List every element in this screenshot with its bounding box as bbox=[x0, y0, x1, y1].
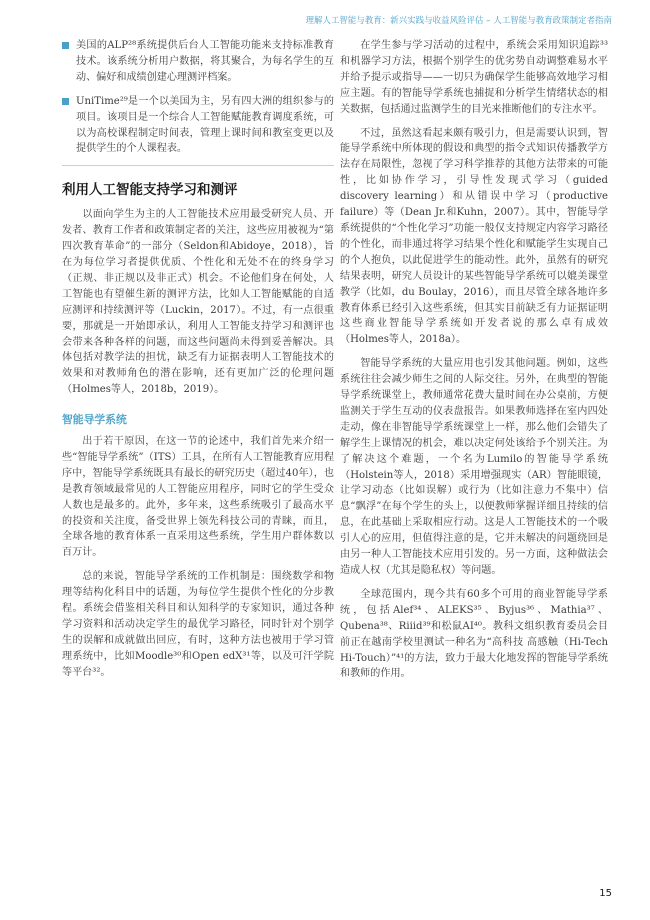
section-divider bbox=[62, 165, 334, 166]
right-column bbox=[340, 38, 608, 690]
bullet-unitime bbox=[62, 94, 334, 158]
subsection-title: 智能导学系统 bbox=[62, 413, 127, 427]
running-header: 理解人工智能与教育：新兴实践与收益风险评估 – 人工智能与教育政策制定者指南 bbox=[305, 15, 612, 25]
paragraph: 全球范围内，现今共有60多个可用的商业智能导学系统，包括Alef³⁴、ALEKS³⁵、Byjus³⁶、Mathia³⁷、Qubena³⁸、Riiid³⁹和松鼠AI⁴⁰。教科文组织教育委员会目前正在越南学校里测试一种名为“高科技 高感触（Hi-Tech Hi-Touch）”⁴¹的方法，致力于最大化地发挥的智能导学系统和教师的作用。 bbox=[340, 588, 608, 680]
bullet-unitime-text: UniTime²⁹是一个以美国为主，另有四大洲的组织参与的项目。该项目是一个综合人工智能赋能教育调度系统，可以为高校课程制定时间表，管理上课时间和教室变更以及提供学生的个人课程表。 bbox=[76, 95, 334, 155]
bullet-square-icon bbox=[62, 42, 69, 49]
paragraph: 不过，虽然这看起来颇有吸引力，但是需要认识到，智能导学系统中所体现的假设和典型的指令式知识传播教学方法存在局限性，忽视了学习科学推荐的其他方法带来的可能性，比如协作学习，引导性发现式学习（guided discovery learning）和从错误中学习（productive failure）等（Dean Jr.和Kuhn，2007）。其中，智能导学系统提供的“个性化学习”功能一般仅支持规定内容学习路径的个性化，而非通过将学习结果个性化和赋能学生实现自己的个人抱负，以此促进学生的能动性。此外，虽然有的研究结果表明，研究人员设计的某些智能导学系统可以媲美课堂教学（比如，du Boulay，2016），而且尽管全球各地许多教育体系已经引入这些系统，但其实目前缺乏有力证据证明这些商业智能导学系统如开发者说的那么卓有成效（Holmes等人，2018a）。 bbox=[340, 127, 608, 346]
paragraph: 出于若干原因，在这一节的论述中，我们首先来介绍一些“智能导学系统”（ITS）工具，在所有人工智能教育应用程序中，智能导学系统既具有最长的研究历史（超过40年），也是教育领域最常见的人工智能应用程序，同时它的学生受众人数也是最多的。此外，多年来，这些系统吸引了最高水平的投资和关注度，备受世界上领先科技公司的青睐，而且，全球各地的教育体系一直采用这些系统，学生用户群体数以百万计。 bbox=[62, 436, 334, 559]
paragraph: 总的来说，智能导学系统的工作机制是：围绕数学和物理等结构化科目中的话题，为每位学生提供个性化的分步教程。系统会借鉴相关科目和认知科学的专家知识，通过各种学习资料和活动决定学生的最优学习路径，同时针对个别学生的误解和成就做出回应，有时，这种方法也被用于学习管理系统中，比如Moodle³⁰和Open edX³¹等，以及可汗学院等平台³²。 bbox=[62, 571, 334, 678]
section-title: 利用人工智能支持学习和测评 bbox=[62, 182, 238, 199]
bullet-alp-text: 美国的ALP²⁸系统提供后台人工智能功能来支持标准教育技术。该系统分析用户数据，将其聚合，为每名学生的互动、偏好和成绩创建心理测评档案。 bbox=[76, 40, 334, 83]
page-number: 15 bbox=[599, 888, 612, 899]
paragraph: 智能导学系统的大量应用也引发其他问题。例如，这些系统往往会减少师生之间的人际交往。另外，在典型的智能导学系统课堂上，教师通常花费大量时间在办公桌前，方便监测关于学生互动的仪表盘报告。如果教师选择在室内四处走动，像在非智能导学系统课堂上一样，那么他们会错失了解学生上课情况的机会，难以决定何处该给予个别关注。为了解决这个难题，一个名为Lumilo的智能导学系统（Holstein等人，2018）采用增强现实（AR）智能眼镜，让学习动态（比如误解）或行为（比如注意力不集中）信息“飘浮”在每个学生的头上，以便教师掌握详细且持续的信息，在此基础上采取相应行动。这是人工智能技术的一个吸引人心的应用，但值得注意的是，它并未解决的问题绕回是由另一种人工智能技术应用引发的。另一方面，这种做法会造成人权（尤其是隐私权）等问题。 bbox=[340, 358, 608, 576]
bullet-alp bbox=[62, 38, 334, 86]
paragraph: 以面向学生为主的人工智能技术应用最受研究人员、开发者、教育工作者和政策制定者的关注，这些应用被视为“第四次教育革命”的一部分（Seldon和Abidoye，2018），旨在为每位学习者提供优质、个性化和无处不在的终身学习（正规、非正规以及非正式）机会。不论他们身在何处，人工智能也有望催生新的测评方法，比如人工智能赋能的自适应测评和持续测评等（Luckin，2017）。不过，有一点很重要，那就是一开始即承认，利用人工智能支持学习和测评也会带来各种各样的问题，而这些问题尚未得到妥善解决。具体包括对教学法的担忧，缺乏有力证据表明人工智能技术的效果和对教师角色的潜在影响，还有更加广泛的伦理问题（Holmes等人，2018b，2019）。 bbox=[62, 209, 334, 396]
left-column bbox=[62, 38, 334, 689]
paragraph: 在学生参与学习活动的过程中，系统会采用知识追踪³³和机器学习方法，根据个别学生的优劣势自动调整难易水平并给予提示或指导——一切只为确保学生能够高效地学习相应主题。有的智能导学系统也捕捉和分析学生情绪状态的相关数据，包括通过监测学生的目光来推断他们的专注水平。 bbox=[340, 40, 608, 115]
bullet-square-icon bbox=[62, 98, 69, 105]
